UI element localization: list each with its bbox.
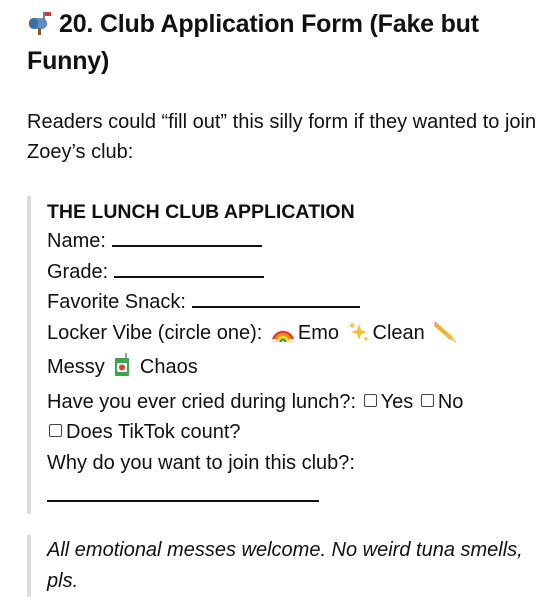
locker-label: Locker Vibe (circle one):: [47, 321, 263, 344]
cried-line: [47, 387, 552, 418]
checkbox-yes[interactable]: [364, 394, 377, 407]
cried-option-no: No: [437, 390, 464, 413]
locker-option-messy[interactable]: Messy: [47, 356, 105, 378]
grade-line: [47, 257, 552, 288]
why-label: Why do you want to join this club?:: [47, 451, 355, 474]
cried-option-tiktok: Does TikTok count?: [66, 421, 241, 443]
snack-blank[interactable]: [192, 290, 360, 308]
checkbox-tiktok[interactable]: [49, 424, 62, 437]
sparkles-icon: [348, 321, 370, 353]
pencil-icon: [433, 319, 457, 353]
locker-option-clean[interactable]: Clean: [372, 321, 425, 344]
mailbox-icon: [27, 9, 53, 33]
name-blank[interactable]: [112, 229, 262, 247]
heading-text: 20. Club Application Form (Fake but Funny): [27, 10, 479, 75]
rainbow-icon: [271, 322, 295, 353]
name-label: Name:: [47, 230, 106, 252]
application-form-blockquote: [27, 196, 552, 514]
grade-label: Grade:: [47, 260, 109, 283]
snack-label: Favorite Snack:: [47, 291, 186, 313]
locker-option-emo[interactable]: Emo: [297, 321, 339, 344]
why-line: [47, 448, 552, 479]
locker-option-chaos[interactable]: Chaos: [139, 356, 198, 378]
cried-option-yes: Yes: [380, 390, 414, 413]
why-blank[interactable]: [47, 478, 319, 502]
name-line: [47, 226, 552, 257]
grade-blank[interactable]: [114, 260, 264, 278]
note-blockquote: [27, 535, 552, 597]
section-heading: [27, 6, 547, 80]
juice-box-icon: [113, 353, 131, 387]
snack-line: [47, 287, 552, 318]
checkbox-no[interactable]: [421, 394, 434, 407]
form-title: THE LUNCH CLUB APPLICATION: [47, 201, 355, 223]
closing-note: All emotional messes welcome. No weird tuna smells, pls.: [47, 539, 523, 592]
why-blank-line: [47, 478, 552, 512]
locker-line-continued: [47, 352, 552, 387]
locker-line: [47, 318, 552, 353]
intro-paragraph: Readers could “fill out” this silly form if they wanted to join Zoey’s club:: [27, 111, 537, 163]
cried-line-continued: [47, 417, 552, 448]
cried-label: Have you ever cried during lunch?:: [47, 390, 357, 413]
